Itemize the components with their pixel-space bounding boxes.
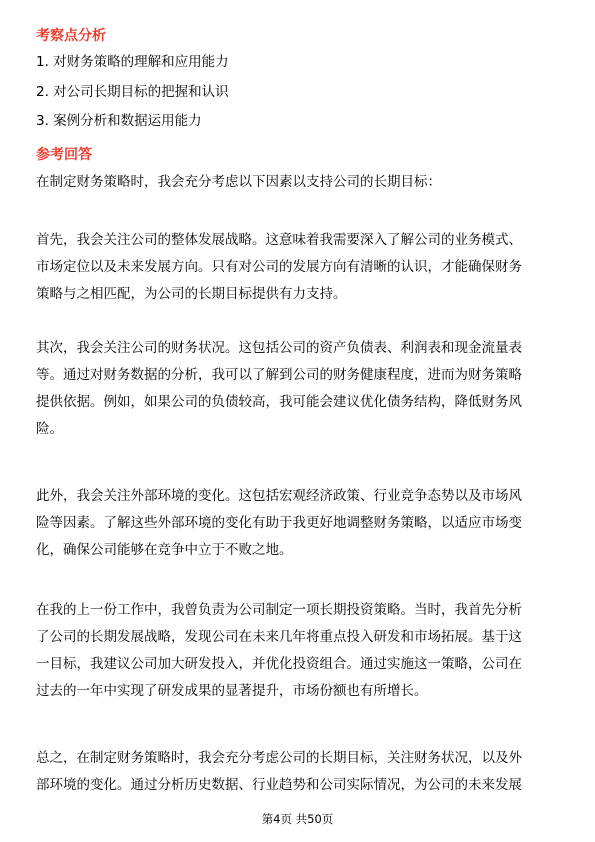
paragraph-line: 在我的上一份工作中，我曾负责为公司制定一项长期投资策略。当时，我首先分析 bbox=[36, 602, 522, 618]
section-heading-answer: 参考回答 bbox=[36, 147, 92, 163]
paragraph-line: 了公司的长期发展战略，发现公司在未来几年将重点投入研发和市场拓展。基于这 bbox=[36, 629, 522, 645]
answer-paragraph-1 bbox=[36, 227, 564, 308]
paragraph-line: 化，确保公司能够在竞争中立于不败之地。 bbox=[36, 542, 293, 558]
paragraph-line: 此外，我会关注外部环境的变化。这包括宏观经济政策、行业竞争态势以及市场风 bbox=[36, 488, 522, 504]
paragraph-line: 其次，我会关注公司的财务状况。这包括公司的资产负债表、利润表和现金流量表 bbox=[36, 340, 522, 356]
answer-paragraph-3 bbox=[36, 483, 564, 564]
paragraph-line: 总之，在制定财务策略时，我会充分考虑公司的长期目标，关注财务状况，以及外 bbox=[36, 750, 522, 766]
list-item: 3. 案例分析和数据运用能力 bbox=[36, 113, 202, 129]
answer-paragraph-4 bbox=[36, 597, 564, 705]
paragraph-line: 市场定位以及未来发展方向。只有对公司的发展方向有清晰的认识，才能确保财务 bbox=[36, 259, 522, 275]
answer-paragraph-5 bbox=[36, 745, 564, 799]
section-heading-analysis: 考察点分析 bbox=[36, 28, 106, 44]
answer-intro: 在制定财务策略时，我会充分考虑以下因素以支持公司的长期目标： bbox=[36, 174, 441, 190]
paragraph-line: 策略与之相匹配，为公司的长期目标提供有力支持。 bbox=[36, 286, 347, 302]
paragraph-line: 险。 bbox=[36, 421, 63, 437]
paragraph-line: 提供依据。例如，如果公司的负债较高，我可能会建议优化债务结构，降低财务风 bbox=[36, 394, 522, 410]
paragraph-line: 一目标，我建议公司加大研发投入，并优化投资组合。通过实施这一策略，公司在 bbox=[36, 656, 522, 672]
paragraph-line: 首先，我会关注公司的整体发展战略。这意味着我需要深入了解公司的业务模式、 bbox=[36, 232, 522, 248]
paragraph-line: 险等因素。了解这些外部环境的变化有助于我更好地调整财务策略，以适应市场变 bbox=[36, 515, 522, 531]
page-number: 第4页 共50页 bbox=[261, 812, 334, 826]
list-item: 2. 对公司长期目标的把握和认识 bbox=[36, 84, 229, 100]
list-item: 1. 对财务策略的理解和应用能力 bbox=[36, 54, 229, 70]
answer-paragraph-2 bbox=[36, 335, 564, 443]
paragraph-line: 部环境的变化。通过分析历史数据、行业趋势和公司实际情况，为公司的未来发展 bbox=[36, 777, 522, 793]
paragraph-line: 过去的一年中实现了研发成果的显著提升，市场份额也有所增长。 bbox=[36, 683, 428, 699]
paragraph-line: 等。通过对财务数据的分析，我可以了解到公司的财务健康程度，进而为财务策略 bbox=[36, 367, 522, 383]
